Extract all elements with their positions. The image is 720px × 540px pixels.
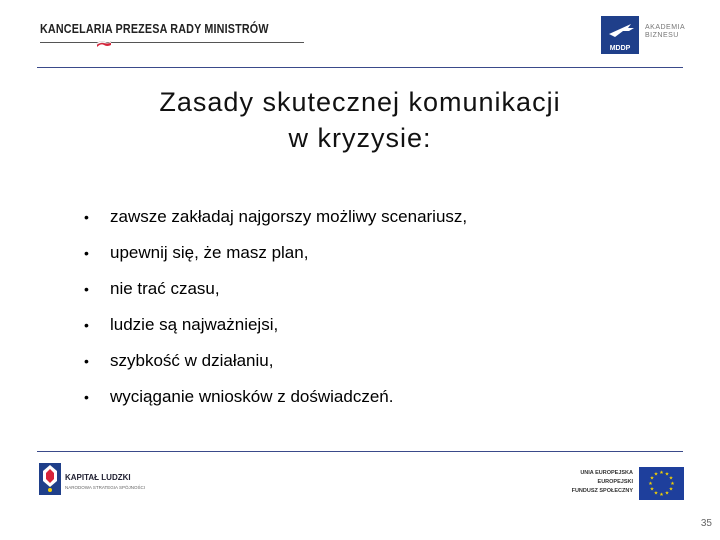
svg-text:★: ★ xyxy=(659,470,664,476)
slide-title-line2: w kryzysie: xyxy=(288,123,432,153)
bullet-icon: • xyxy=(84,209,89,225)
bullet-text: upewnij się, że masz plan, xyxy=(110,243,309,262)
header-divider xyxy=(37,67,683,68)
bullet-item xyxy=(84,312,467,348)
eu-logo xyxy=(561,467,686,501)
mddp-logo-text xyxy=(645,24,685,40)
svg-text:★: ★ xyxy=(649,475,655,482)
bullet-icon: • xyxy=(84,281,89,297)
bullet-text: ludzie są najważniejsi, xyxy=(110,315,279,334)
bullet-item xyxy=(84,240,467,276)
footer-divider xyxy=(37,451,683,452)
slide-title-line1: Zasady skutecznej komunikacji xyxy=(159,87,561,117)
mddp-logo xyxy=(601,16,691,56)
bullet-text: wyciąganie wniosków z doświadczeń. xyxy=(110,387,394,406)
kapital-ludzki-subtitle: NARODOWA STRATEGIA SPÓJNOŚCI xyxy=(65,485,146,490)
slide-title xyxy=(60,84,660,156)
eu-logo-text xyxy=(561,469,633,496)
eu-stars xyxy=(639,467,684,500)
bullet-text: zawsze zakładaj najgorszy możliwy scenariusz, xyxy=(110,207,468,226)
kapital-ludzki-title: KAPITAŁ LUDZKI xyxy=(65,473,131,482)
svg-text:★: ★ xyxy=(664,471,670,478)
eu-line3: FUNDUSZ SPOŁECZNY xyxy=(571,488,633,494)
bullet-icon: • xyxy=(84,245,89,261)
eu-flag-icon xyxy=(639,467,684,500)
kprm-logo-text: KANCELARIA PREZESA RADY MINISTRÓW xyxy=(40,22,269,36)
bullet-item xyxy=(84,276,467,312)
kl-emblem-icon xyxy=(37,461,63,497)
eu-line1: UNIA EUROPEJSKA xyxy=(580,470,633,476)
bullet-icon: • xyxy=(84,389,89,405)
mddp-logo-text-line2: BIZNESU xyxy=(645,32,679,39)
svg-text:★: ★ xyxy=(659,492,664,498)
bullet-icon: • xyxy=(84,317,89,333)
kprm-logo xyxy=(40,22,308,52)
bullet-item xyxy=(84,204,467,240)
svg-text:★: ★ xyxy=(649,486,655,493)
eu-line2: EUROPEJSKI xyxy=(597,479,633,485)
mddp-logo-text-line1: AKADEMIA xyxy=(645,24,686,31)
svg-text:★: ★ xyxy=(668,486,674,493)
bullet-text: szybkość w działaniu, xyxy=(110,351,274,370)
svg-text:★: ★ xyxy=(664,490,670,497)
bullet-item xyxy=(84,348,467,384)
bullet-icon: • xyxy=(84,353,89,369)
bullet-item xyxy=(84,384,467,420)
svg-text:★: ★ xyxy=(670,481,675,487)
kprm-logo-underline xyxy=(40,42,304,43)
svg-text:★: ★ xyxy=(668,475,674,482)
svg-text:★: ★ xyxy=(653,471,659,478)
bullet-list xyxy=(84,204,467,420)
mddp-logo-label: MDDP xyxy=(609,45,631,52)
page-number: 35 xyxy=(700,518,712,529)
svg-text:★: ★ xyxy=(648,481,653,487)
flag-icon xyxy=(96,38,112,50)
bullet-text: nie trać czasu, xyxy=(110,279,220,298)
svg-text:★: ★ xyxy=(653,490,659,497)
plane-icon xyxy=(601,16,639,44)
kapital-ludzki-logo xyxy=(37,461,177,501)
mddp-logo-square xyxy=(601,16,639,54)
